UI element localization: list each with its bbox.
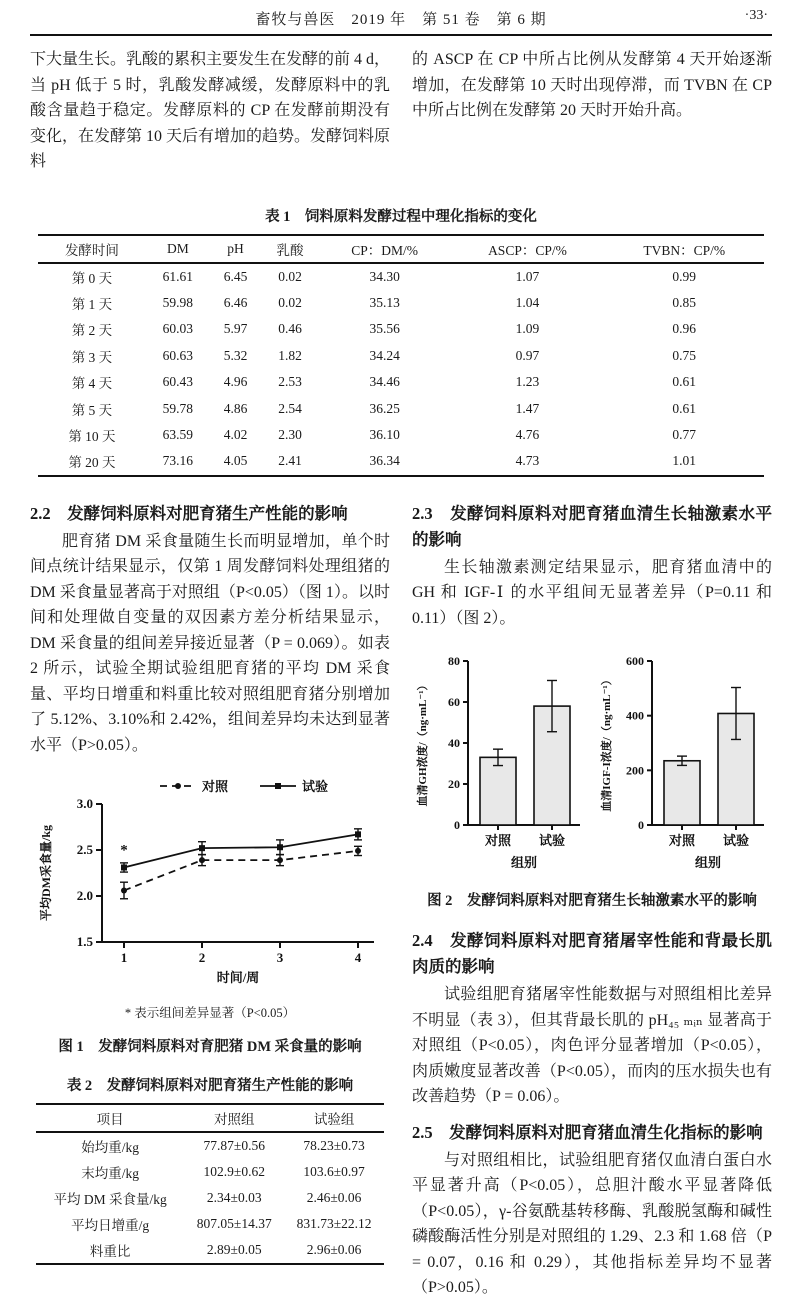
table-cell: 0.61 bbox=[672, 374, 697, 390]
section-2-5-body: 与对照组相比，试验组肥育猪仅血清白蛋白水平显著升高（P<0.05），总胆汁酸水平显著降低（P<0.05），γ-谷氨酰基转移酶、乳酸脱氢酶和碱性磷酸酶活性分别是对照组的 1.29、2.3 和 1.68 倍（P = 0.07，0.16 和 0.29），其他指标差异均不显著（P>0.05）。 bbox=[412, 1151, 772, 1296]
table-cell: 2.41 bbox=[278, 453, 302, 469]
table-cell: 77.87±0.56 bbox=[203, 1138, 265, 1153]
section-2-3-body: 生长轴激素测定结果显示，肥育猪血清中的 GH 和 IGF-Ⅰ 的水平组间无显著差异（P=0.11 和 0.11）（图 2）。 bbox=[412, 558, 772, 627]
svg-text:1: 1 bbox=[120, 950, 128, 965]
section-2-2-body: 肥育猪 DM 采食量随生长而明显增加，单个时间点统计结果显示，仅第 1 周发酵饲料处理组猪的 DM 采食量显著高于对照组（P<0.05）（图 1）。以时间和处理做自变量的双因素方差分析结果显示，DM 采食量的组间差异接近显著（P = 0.069）。如表 2 所示，试验全期试验组肥育猪的平均 DM 采食量、平均日增重和料重比较对照组肥育猪分别增加了 5.12%、3.10%和 2.42%，组间差异均未达到显著水平（P>0.05）。 bbox=[30, 532, 390, 754]
table-cell: 34.30 bbox=[369, 268, 400, 284]
column-header: 项目 bbox=[36, 1104, 184, 1132]
svg-text:4: 4 bbox=[354, 950, 362, 965]
column-header: 试验组 bbox=[284, 1104, 384, 1132]
table-cell: 1.82 bbox=[278, 347, 302, 363]
svg-text:2: 2 bbox=[198, 950, 206, 965]
figure2-caption: 图 2 发酵饲料原料对肥育猪生长轴激素水平的影响 bbox=[427, 893, 757, 909]
svg-text:200: 200 bbox=[626, 763, 644, 778]
table-row bbox=[38, 448, 764, 475]
figure1-caption: 图 1 发酵饲料原料对育肥猪 DM 采食量的影响 bbox=[58, 1039, 362, 1055]
svg-text:2.0: 2.0 bbox=[76, 888, 93, 903]
svg-text:试验: 试验 bbox=[722, 833, 750, 848]
column-header: TVBN：CP/% bbox=[604, 235, 764, 263]
table-cell: 0.85 bbox=[672, 295, 697, 311]
table-cell: 6.46 bbox=[223, 295, 248, 311]
table-cell: 36.34 bbox=[369, 453, 400, 469]
right-column bbox=[412, 491, 772, 1301]
table-cell: 1.09 bbox=[515, 321, 540, 337]
table-cell: 平均 DM 采食量/kg bbox=[53, 1192, 167, 1207]
svg-text:组别: 组别 bbox=[694, 855, 722, 870]
table-cell: 1.23 bbox=[515, 374, 540, 390]
table-cell: 4.76 bbox=[515, 426, 540, 442]
table-cell: 第 20 天 bbox=[68, 455, 116, 471]
table1-block bbox=[38, 205, 764, 477]
svg-text:60: 60 bbox=[448, 695, 460, 709]
table2 bbox=[36, 1103, 384, 1265]
table-cell: 第 4 天 bbox=[71, 376, 113, 392]
table-cell: 0.99 bbox=[672, 268, 697, 284]
table-cell: 1.04 bbox=[515, 295, 540, 311]
table-cell: 36.10 bbox=[369, 426, 400, 442]
table2-title: 表 2 发酵饲料原料对肥育猪生产性能的影响 bbox=[66, 1078, 354, 1094]
table-cell: 0.46 bbox=[278, 321, 302, 337]
svg-text:2.5: 2.5 bbox=[76, 842, 93, 857]
table-cell: 第 3 天 bbox=[71, 349, 113, 365]
table-cell: 0.96 bbox=[672, 321, 697, 337]
table-cell: 第 1 天 bbox=[71, 297, 113, 313]
table-cell: 73.16 bbox=[162, 453, 194, 469]
table-cell: 2.89±0.05 bbox=[206, 1242, 262, 1257]
table-cell: 36.25 bbox=[369, 400, 400, 416]
svg-text:3.0: 3.0 bbox=[76, 796, 93, 811]
table-cell: 料重比 bbox=[89, 1244, 131, 1259]
table-cell: 34.46 bbox=[369, 374, 400, 390]
table-cell: 35.56 bbox=[369, 321, 400, 337]
table-cell: 5.97 bbox=[223, 321, 248, 337]
table-row bbox=[38, 422, 764, 448]
table-cell: 102.9±0.62 bbox=[203, 1164, 265, 1179]
table-row bbox=[36, 1159, 384, 1185]
table1 bbox=[38, 234, 764, 477]
table-cell: 4.02 bbox=[223, 426, 248, 442]
table-cell: 63.59 bbox=[162, 426, 194, 442]
svg-text:0: 0 bbox=[454, 818, 460, 832]
section-2-3-heading: 2.3 发酵饲料原料对肥育猪血清生长轴激素水平的影响 bbox=[412, 503, 772, 549]
svg-text:试验: 试验 bbox=[302, 779, 329, 794]
page-header bbox=[30, 8, 772, 30]
table-cell: 第 10 天 bbox=[68, 428, 116, 444]
svg-text:600: 600 bbox=[626, 654, 644, 668]
left-column bbox=[30, 491, 390, 1301]
svg-text:80: 80 bbox=[448, 654, 460, 668]
intro-right-paragraph: 的 ASCP 在 CP 中所占比例从发酵第 4 天开始逐渐增加，在发酵第 10 天时出现停滞，而 TVBN 在 CP 中所占比例在发酵第 20 天时开始升高。 bbox=[412, 51, 772, 119]
table-cell: 2.53 bbox=[278, 374, 302, 390]
table-cell: 78.23±0.73 bbox=[303, 1138, 365, 1153]
table-cell: 103.6±0.97 bbox=[303, 1164, 365, 1179]
section-2-4-heading: 2.4 发酵饲料原料对肥育猪屠宰性能和背最长肌肉质的影响 bbox=[412, 931, 772, 976]
intro-left-paragraph: 下大量生长。乳酸的累积主要发生在发酵的前 4 d，当 pH 低于 5 时，乳酸发酵减缓，发酵原料中的乳酸含量趋于稳定。发酵原料的 CP 在发酵前期没有变化，在发酵第 10 天后有增加的趋势。发酵饲料原料 bbox=[30, 51, 391, 170]
svg-text:1.5: 1.5 bbox=[76, 934, 93, 949]
column-header: 对照组 bbox=[184, 1104, 284, 1132]
table-cell: 2.96±0.06 bbox=[306, 1242, 362, 1257]
svg-text:组别: 组别 bbox=[510, 855, 538, 870]
table-cell: 61.61 bbox=[162, 268, 194, 284]
table-cell: 平均日增重/g bbox=[71, 1218, 150, 1233]
table-cell: 4.73 bbox=[515, 453, 540, 469]
table-row bbox=[36, 1185, 384, 1211]
table-row bbox=[36, 1211, 384, 1237]
table-cell: 807.05±14.37 bbox=[196, 1216, 272, 1231]
table-cell: 0.61 bbox=[672, 400, 697, 416]
table-cell: 59.78 bbox=[162, 400, 194, 416]
figure1-line-chart bbox=[32, 774, 388, 996]
table-cell: 4.86 bbox=[223, 400, 248, 416]
table-row bbox=[38, 290, 764, 316]
table-row bbox=[38, 343, 764, 369]
table-cell: 60.03 bbox=[162, 321, 194, 337]
column-header: CP：DM/% bbox=[319, 235, 451, 263]
svg-text:40: 40 bbox=[448, 736, 460, 750]
svg-text:3: 3 bbox=[276, 950, 284, 965]
table-cell: 60.63 bbox=[162, 347, 194, 363]
table-cell: 831.73±22.12 bbox=[296, 1216, 372, 1231]
table-cell: 4.05 bbox=[223, 453, 248, 469]
column-header: DM bbox=[146, 235, 210, 263]
column-header: 乳酸 bbox=[261, 235, 319, 263]
body-columns bbox=[30, 491, 772, 1301]
table-cell: 4.96 bbox=[223, 374, 248, 390]
svg-text:血清GH浓度/（ng·mL⁻¹）: 血清GH浓度/（ng·mL⁻¹） bbox=[417, 679, 429, 807]
table-cell: 6.45 bbox=[223, 268, 248, 284]
table1-title: 表 1 饲料原料发酵过程中理化指标的变化 bbox=[265, 208, 537, 225]
figure2 bbox=[412, 645, 772, 875]
table-row bbox=[38, 263, 764, 290]
table-row bbox=[38, 395, 764, 421]
svg-text:试验: 试验 bbox=[538, 833, 566, 848]
table-cell: 1.07 bbox=[515, 268, 540, 284]
figure2-igf-bar-chart bbox=[596, 645, 772, 875]
table-cell: 第 5 天 bbox=[71, 402, 113, 418]
svg-text:对照: 对照 bbox=[668, 833, 696, 848]
svg-text:血清IGF-I浓度/（ng·mL⁻¹）: 血清IGF-I浓度/（ng·mL⁻¹） bbox=[601, 674, 613, 812]
table-cell: 2.46±0.06 bbox=[306, 1190, 362, 1205]
table-cell: 第 2 天 bbox=[71, 323, 113, 339]
table-cell: 5.32 bbox=[223, 347, 248, 363]
table-cell: 2.54 bbox=[278, 400, 302, 416]
table2-block bbox=[36, 1074, 384, 1265]
table-row bbox=[36, 1132, 384, 1159]
page-number: ·33· bbox=[744, 8, 768, 23]
column-header: 发酵时间 bbox=[38, 235, 146, 263]
section-2-4-body: 试验组肥育猪屠宰性能数据与对照组相比差异不明显（表 3），但其背最长肌的 pH₄₅ ₘᵢₙ 显著高于对照组（P<0.05），肉色评分显著增加（P<0.05），肉质嫩度显著改善（P<0.05），而肉的压水损失也有改善趋势（P = 0.06）。 bbox=[412, 986, 772, 1105]
table-cell: 35.13 bbox=[369, 295, 400, 311]
table-cell: 0.77 bbox=[672, 426, 697, 442]
table-cell: 2.34±0.03 bbox=[206, 1190, 262, 1205]
journal-title: 畜牧与兽医 2019 年 第 51 卷 第 6 期 bbox=[255, 12, 547, 28]
svg-text:平均DM采食量/kg: 平均DM采食量/kg bbox=[39, 824, 53, 922]
svg-text:时间/周: 时间/周 bbox=[216, 970, 260, 985]
svg-text:*: * bbox=[120, 842, 128, 859]
table-cell: 59.98 bbox=[162, 295, 194, 311]
table-cell: 34.24 bbox=[369, 347, 400, 363]
section-2-5-heading: 2.5 发酵饲料原料对肥育猪血清生化指标的影响 bbox=[412, 1122, 763, 1142]
table-cell: 0.97 bbox=[515, 347, 540, 363]
figure1 bbox=[30, 774, 390, 1001]
svg-text:对照: 对照 bbox=[484, 833, 512, 848]
table-cell: 60.43 bbox=[162, 374, 194, 390]
table-cell: 2.30 bbox=[278, 426, 302, 442]
svg-text:400: 400 bbox=[626, 708, 644, 723]
table-row bbox=[36, 1237, 384, 1264]
table-row bbox=[38, 316, 764, 342]
table-cell: 1.01 bbox=[672, 453, 697, 469]
column-header: pH bbox=[210, 235, 261, 263]
table-cell: 始均重/kg bbox=[81, 1140, 140, 1155]
column-header: ASCP：CP/% bbox=[450, 235, 604, 263]
section-2-2-heading: 2.2 发酵饲料原料对肥育猪生产性能的影响 bbox=[30, 503, 348, 523]
table-row bbox=[38, 369, 764, 395]
table-cell: 0.75 bbox=[672, 347, 697, 363]
svg-text:0: 0 bbox=[638, 818, 644, 832]
table-cell: 第 0 天 bbox=[71, 270, 113, 286]
svg-text:20: 20 bbox=[448, 777, 460, 791]
header-rule bbox=[30, 34, 772, 36]
table-cell: 0.02 bbox=[278, 268, 302, 284]
figure1-note: * 表示组间差异显著（P<0.05） bbox=[124, 1006, 296, 1020]
svg-text:对照: 对照 bbox=[202, 779, 229, 794]
table-cell: 末均重/kg bbox=[81, 1166, 140, 1181]
table-cell: 1.47 bbox=[515, 400, 540, 416]
intro-columns bbox=[30, 47, 772, 175]
figure2-gh-bar-chart bbox=[412, 645, 588, 875]
table-cell: 0.02 bbox=[278, 295, 302, 311]
